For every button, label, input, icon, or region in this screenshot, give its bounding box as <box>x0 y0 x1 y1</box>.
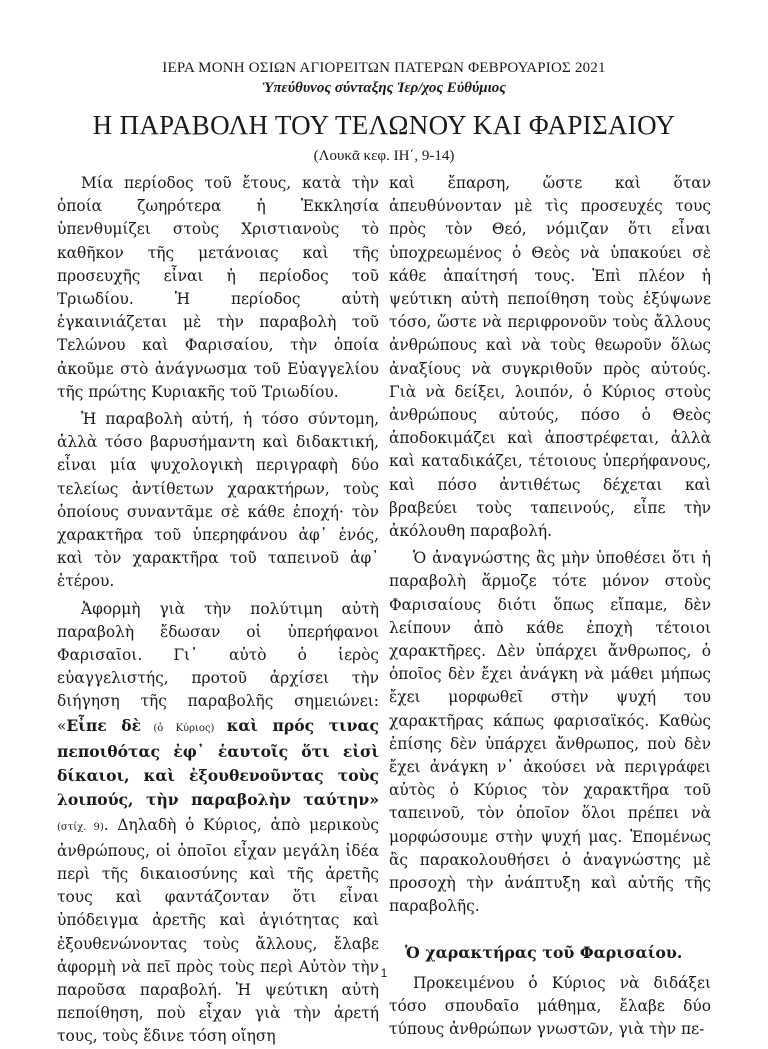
paragraph-parable-description: Ἡ παραβολὴ αὐτή, ἡ τόσο σύντομη, ἀλλὰ τόσο βαρυσήμαντη καὶ διδακτική, εἶναι μία ψυχολογικὴ περιγραφὴ δύο τελείως ἀντίθετων χαρακτήρων, τοὺς ὁποίους συναντᾶμε σὲ κάθε ἐποχή· τὸν χαρακτῆρα τοῦ ὑπερηφάνου ἀφ᾽ ἑνός, καὶ τὸν χαρακτῆρα τοῦ ταπεινοῦ ἀφ᾽ ἑτέρου. <box>57 410 379 591</box>
occasion-explanation-text: . Δηλαδὴ ὁ Κύριος, ἀπὸ μερικοὺς ἀνθρώπους, οἱ ὁποῖοι εἶχαν μεγάλη ἰδέα περὶ τῆς δικαιοσύνης καὶ τῆς ἀρετῆς τους καὶ φαντάζονταν ὅτι εἶναι ὑπόδειγμα ἀρετῆς καὶ ἁγιότητας καὶ ἐξουθενώνοντας τοὺς ἄλλους, ἔλαβε ἀφορμὴ νὰ πεῖ πρὸς τοὺς περὶ Αὐτὸν τὴν παροῦσα παραβολή. Ἡ ψεύτικη αὐτὴ πεποίθηση, ποὺ εἶχαν γιὰ τὴν ἀρετή τους, τοὺς ἔδινε τόση οἴηση <box>57 816 379 1046</box>
verse-reference: (στίχ. 9) <box>57 822 104 834</box>
paragraph-intro: Μία περίοδος τοῦ ἔτους, κατὰ τὴν ὁποία ζωηρότερα ἡ Ἐκκλησία ὑπενθυμίζει στοὺς Χριστιανοὺς τὸ καθῆκον τῆς μετάνοιας καὶ τῆς προσευχῆς εἶναι ἡ περίοδος τοῦ Τριωδίου. Ἡ περίοδος αὐτὴ ἐγκαινιάζεται μὲ τὴν παραβολὴ τοῦ Τελώνου καὶ Φαρισαίου, τὴν ὁποία ἀκοῦμε στὸ ἀνάγνωσμα τοῦ Εὐαγγελίου τῆς πρώτης Κυριακῆς τοῦ Τριωδίου. <box>57 174 379 401</box>
scripture-reference: (Λουκᾶ κεφ. ΙΗ΄, 9-14) <box>313 148 455 164</box>
occasion-intro-text: Ἀφορμὴ γιὰ τὴν πολύτιμη αὐτὴ παραβολὴ ἔδωσαν οἱ ὑπερήφανοι Φαρισαῖοι. Γι᾽ αὐτὸ ὁ ἱερὸς εὐαγγελιστής, προτοῦ ἀρχίσει τὴν διήγηση τῆς παραβολῆς σημειώνει: « <box>57 599 379 735</box>
scripture-quote-rest: καὶ πρός τινας πεποιθότας ἐφ᾽ ἑαυτοῖς ὅτι εἰσὶ δίκαιοι, καὶ ἐξουθενοῦντας τοὺς λοιπούς, τὴν παραβολὴν ταύτην» <box>57 715 379 810</box>
right-column <box>389 172 711 1041</box>
editor-credit: Ὑπεύθυνος σύνταξης Ἱερ/χος Εὐθύμιος <box>262 80 506 96</box>
page-number: 1 <box>380 966 388 980</box>
monastery-header: ΙΕΡΑ ΜΟΝΗ ΟΣΙΩΝ ΑΓΙΟΡΕΙΤΩΝ ΠΑΤΕΡΩΝ ΦΕΒΡΟΥΑΡΙΟΣ 2021 <box>162 60 606 76</box>
paragraph-occasion <box>57 598 379 1049</box>
paragraph-pharisee: Προκειμένου ὁ Κύριος νὰ διδάξει τόσο σπουδαῖο μάθημα, ἔλαβε δύο τύπους ἀνθρώπων γνωστῶν, γιὰ τὴν πε- <box>389 973 711 1039</box>
section-heading-pharisee: Ὁ χαρακτήρας τοῦ Φαρισαίου. <box>405 942 683 962</box>
quote-interjection: (ὁ Κύριος) <box>141 722 227 734</box>
paragraph-reader-note: Ὁ ἀναγνώστης ἂς μὴν ὑποθέσει ὅτι ἡ παραβολὴ ἅρμοζε τότε μόνον στοὺς Φαρισαίους διότι ὅπως εἴπαμε, δὲν λείπουν ἀπὸ κάθε ἐποχὴ τέτοιοι χαρακτῆρες. Δὲν ὑπάρχει ἄνθρωπος, ὁ ὁποῖος δὲν ἔχει ἀνάγκη νὰ μάθει μήπως ἔχει μορφωθεῖ στὴν ψυχή του χαρακτῆρας κάπως φαρισαϊκός. Καθὼς ἐπίσης δὲν ὑπάρχει ἄνθρωπος, ποὺ δὲν ἔχει ἀνάγκη ν᾽ ἀκούσει νὰ περιγράφει αὐτὸς ὁ Κύριος τὸν χαρακτῆρα τοῦ ταπεινοῦ, τὸν ὁποῖον ὅλοι πρέπει νὰ μορφώσουμε στὴν ψυχή μας. Ἐπομένως ἂς παρακολουθήσει ὁ ἀναγνώστης μὲ προσοχὴ τὴν ἀνάπτυξη καὶ αὐτῆς τῆς παραβολῆς. <box>389 549 711 916</box>
scripture-quote-start: Εἶπε δὲ <box>66 715 142 735</box>
article-title: Η ΠΑΡΑΒΟΛΗ ΤΟΥ ΤΕΛΩΝΟΥ ΚΑΙ ΦΑΡΙΣΑΙΟΥ <box>92 110 676 140</box>
paragraph-continuation: καὶ ἔπαρση, ὥστε καὶ ὅταν ἀπευθύνονταν μὲ τὶς προσευχές τους πρὸς τὸν Θεό, νόμιζαν ὅτι εἶναι ὑποχρεωμένος ὁ Θεὸς νὰ ὑπακούει σὲ κάθε ἀπαίτησή τους. Ἐπὶ πλέον ἡ ψεύτικη αὐτὴ πεποίθηση τοὺς ἐξύψωνε τόσο, ὥστε νὰ περιφρονοῦν τοὺς ἄλλους ἀνθρώπους καὶ νὰ τοὺς θεωροῦν ὅλως ἀναξίους νὰ συγκριθοῦν πρὸς αὐτούς. Γιὰ νὰ δείξει, λοιπόν, ὁ Κύριος στοὺς ἀνθρώπους αὐτούς, πόσο ὁ Θεὸς ἀποδοκιμάζει καὶ ἀποστρέφεται, ἀλλὰ καὶ καταδικάζει, τέτοιους ὑπερήφανους, καὶ πόσο ἀντιθέτως δέχεται καὶ βραβεύει τοὺς ταπεινούς, εἶπε τὴν ἀκόλουθη παραβολή. <box>389 174 711 541</box>
left-column <box>57 172 379 1049</box>
